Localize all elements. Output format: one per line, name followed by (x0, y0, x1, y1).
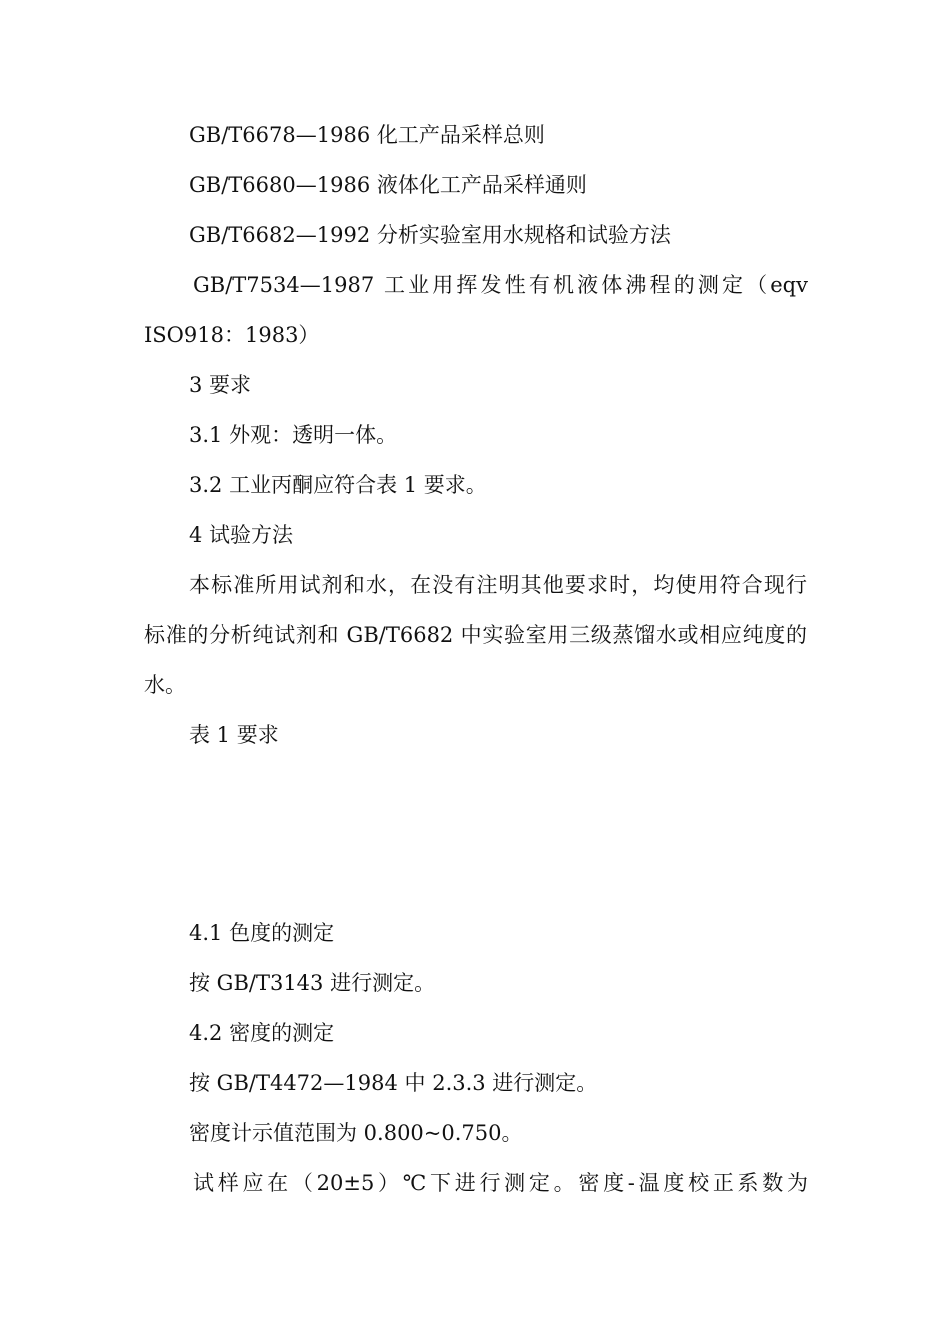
body-text: 试样应在（20±5）℃下进行测定。密度-温度校正系数为 (193, 1171, 808, 1195)
paragraph-line: 标准的分析纯试剂和 GB/T6682 中实验室用三级蒸馏水或相应纯度的 (144, 623, 807, 647)
subsection-heading-color: 4.1 色度的测定 (189, 921, 335, 945)
reference-line: GB/T6682—1992 分析实验室用水规格和试验方法 (189, 223, 671, 247)
reference-line-continued: ISO918：1983） (144, 323, 320, 347)
body-text: 按 GB/T3143 进行测定。 (189, 971, 436, 995)
section-heading-test-methods: 4 试验方法 (189, 523, 294, 547)
subsection-heading-density: 4.2 密度的测定 (189, 1021, 335, 1045)
table-caption: 表 1 要求 (189, 723, 279, 747)
requirement-table-ref: 3.2 工业丙酮应符合表 1 要求。 (189, 473, 487, 497)
reference-line: GB/T6678—1986 化工产品采样总则 (189, 123, 545, 147)
reference-line: GB/T7534—1987 工业用挥发性有机液体沸程的测定（eqv (193, 273, 808, 297)
paragraph-line: 本标准所用试剂和水，在没有注明其他要求时，均使用符合现行 (189, 573, 807, 597)
reference-line: GB/T6680—1986 液体化工产品采样通则 (189, 173, 587, 197)
body-text: 密度计示值范围为 0.800~0.750。 (189, 1121, 523, 1145)
section-heading-requirements: 3 要求 (189, 373, 252, 397)
body-text: 按 GB/T4472—1984 中 2.3.3 进行测定。 (189, 1071, 598, 1095)
paragraph-line: 水。 (144, 673, 186, 697)
requirement-appearance: 3.1 外观：透明一体。 (189, 423, 398, 447)
